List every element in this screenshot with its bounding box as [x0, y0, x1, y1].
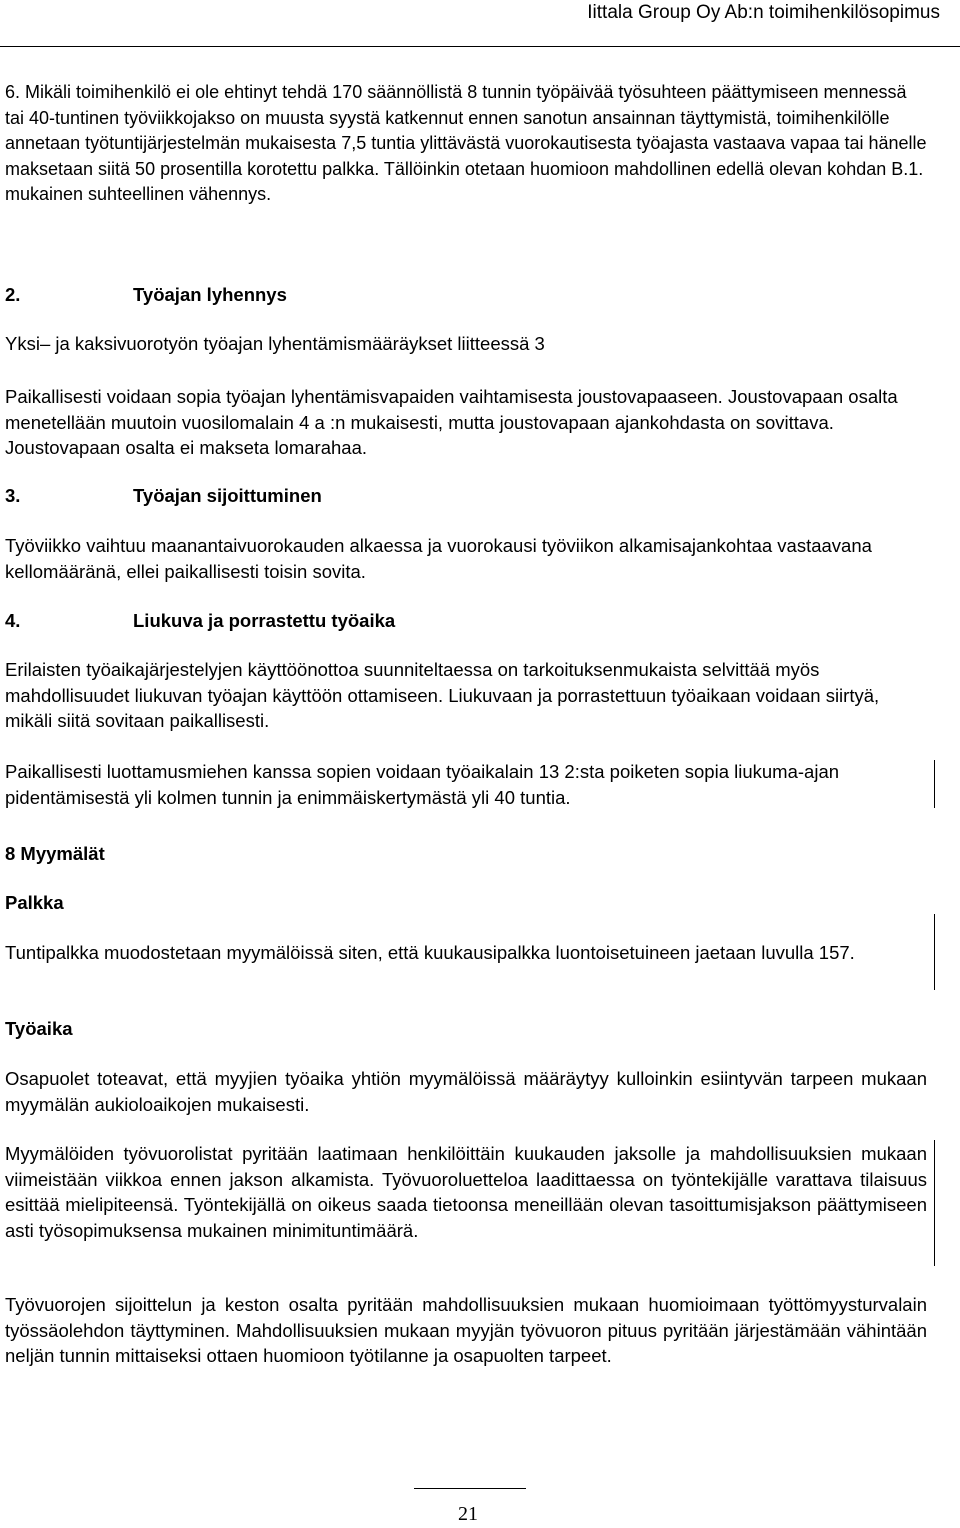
- section-title: Liukuva ja porrastettu työaika: [133, 610, 396, 631]
- change-bar: [934, 914, 935, 990]
- section-number: 3.: [5, 485, 21, 506]
- paragraph-4a: Erilaisten työaikajärjestelyjen käyttöönottoa suunniteltaessa on tarkoituksenmukaista selvittää myös mahdollisuudet liukuvan työajan käyttöön ottamiseen. Liukuvaan ja porrastettuun työaikaan voidaan siirtyä, mikäli siitä sovitaan paikallisesti.: [5, 659, 880, 731]
- section-title: Työajan lyhennys: [133, 284, 287, 305]
- change-bar: [934, 1140, 935, 1266]
- paragraph-3: Työviikko vaihtuu maanantaivuorokauden alkaessa ja vuorokausi työviikon alkamisajankohtaa vastaavana kellomääränä, ellei paikallisesti toisin sovita.: [5, 535, 872, 582]
- paragraph-tyoaika-3: Työvuorojen sijoittelun ja keston osalta pyritään mahdollisuuksien mukaan huomioimaan työttömyysturvalain työssäolehdon täyttyminen. Mahdollisuuksien mukaan myyjän työvuoron pituus pyritään järjestämään vähintään neljän tunnin mittaiseksi ottaen huomioon työtilanne ja osapuolten tarpeet.: [5, 1294, 927, 1366]
- paragraph-palkka: Tuntipalkka muodostetaan myymälöissä siten, että kuukausipalkka luontoisetuineen jaetaan luvulla 157.: [5, 942, 855, 963]
- paragraph-6: 6. Mikäli toimihenkilö ei ole ehtinyt tehdä 170 säännöllistä 8 tunnin työpäivää työsuhteen päättymiseen mennessä tai 40-tuntinen työviikkojakso on muusta syystä katkennut ennen sanotun ansainnan täyttymistä, toimihenkilölle annetaan työtuntijärjestelmän mukaisesta 7,5 tuntia ylittävästä vuorokautisesta työajasta vastaava vapaa tai hänelle maksetaan siitä 50 prosentilla korotettu palkka. Tällöinkin otetaan huomioon mahdollinen edellä olevan kohdan B.1. mukainen suhteellinen vähennys.: [5, 82, 927, 204]
- section-number: 2.: [5, 284, 21, 305]
- subheading-palkka: Palkka: [5, 892, 64, 913]
- chapter-heading-8: 8 Myymälät: [5, 843, 105, 864]
- header-divider: [0, 46, 960, 47]
- subheading-tyoaika: Työaika: [5, 1018, 73, 1039]
- document-header: Iittala Group Oy Ab:n toimihenkilösopimus: [587, 2, 940, 23]
- footer-divider: [414, 1488, 526, 1489]
- page-number: 21: [458, 1503, 478, 1525]
- paragraph-4b: Paikallisesti luottamusmiehen kanssa sopien voidaan työaikalain 13 2:sta poiketen sopia liukuma-ajan pidentämisestä yli kolmen tunnin ja enimmäiskertymästä yli 40 tuntia.: [5, 761, 840, 808]
- section-title: Työajan sijoittuminen: [133, 485, 322, 506]
- section-number: 4.: [5, 610, 21, 631]
- paragraph-tyoaika-1: Osapuolet toteavat, että myyjien työaika yhtiön myymälöissä määräytyy kulloinkin esiintyvän tarpeen mukaan myymälän aukioloaikojen mukaisesti.: [5, 1068, 927, 1115]
- paragraph-2a: Yksi– ja kaksivuorotyön työajan lyhentämismääräykset liitteessä 3: [5, 333, 545, 354]
- paragraph-2b: Paikallisesti voidaan sopia työajan lyhentämisvapaiden vaihtamisesta joustovapaaseen. Joustovapaan osalta menetellään muutoin vuosilomalain 4 a :n mukaisesti, mutta joustovapaan ajankohdasta on sovittava. Joustovapaan osalta ei makseta lomarahaa.: [5, 386, 898, 458]
- paragraph-tyoaika-2: Myymälöiden työvuorolistat pyritään laatimaan henkilöittäin kuukauden jaksolle ja mahdollisuuksien mukaan viimeistään viikkoa ennen jakson alkamista. Työvuoroluetteloa laadittaessa on työntekijälle varattava tilaisuus esittää mielipiteensä. Työntekijällä on oikeus saada tietoonsa meneillään olevan tasoittumisjakson päättymiseen asti työsopimuksensa mukainen minimituntimäärä.: [5, 1143, 927, 1241]
- change-bar: [934, 760, 935, 808]
